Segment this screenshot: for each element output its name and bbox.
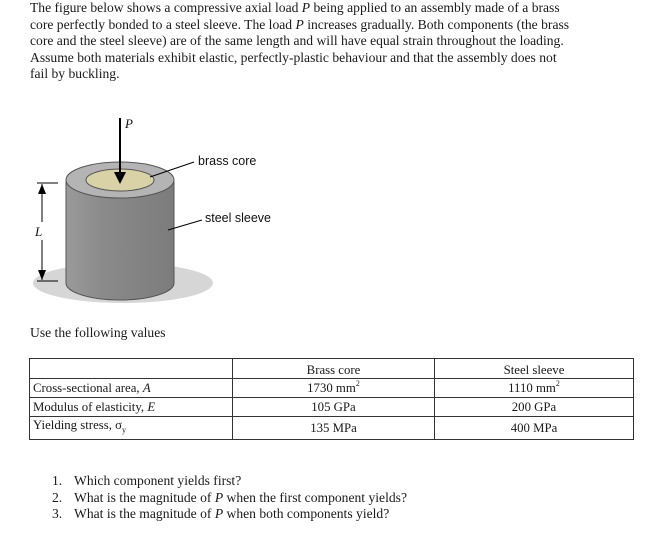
intro-line: Assume both materials exhibit elastic, perfectly-plastic behaviour and that the assembly does not bbox=[30, 49, 557, 65]
row-label: Cross-sectional area, A bbox=[30, 379, 233, 398]
row-label: Yielding stress, $\sigma_y$ bbox=[30, 417, 233, 440]
table-header-cell bbox=[30, 359, 233, 379]
table-row bbox=[30, 417, 634, 440]
material-values-table bbox=[29, 358, 634, 440]
use-values-heading: Use the following values bbox=[30, 325, 166, 340]
row-label: Modulus of elasticity, E bbox=[30, 398, 233, 417]
intro-line: core and the steel sleeve) are of the same length and will have equal strain throughout the loading. bbox=[30, 33, 564, 49]
brass-value: 1730 $mm^2$ bbox=[233, 379, 435, 398]
list-item: 1. Which component yields first? bbox=[52, 473, 242, 488]
steel-sleeve-label: steel sleeve bbox=[205, 211, 272, 225]
steel-value: 400 MPa bbox=[435, 417, 634, 440]
table-header-brass: Brass core bbox=[233, 359, 435, 379]
questions-list bbox=[52, 473, 407, 523]
length-dim-arrow-up bbox=[38, 184, 46, 194]
load-label: P bbox=[125, 116, 133, 131]
list-item: 2. What is the magnitude of P when the first component yields? bbox=[52, 489, 407, 505]
brass-value: 105 GPa bbox=[233, 398, 435, 417]
intro-line: fail by buckling. bbox=[30, 66, 120, 82]
brass-core-label: brass core bbox=[198, 154, 257, 168]
list-item: 3. What is the magnitude of P when both components yield? bbox=[52, 506, 390, 522]
intro-line: core perfectly bonded to a steel sleeve. The load P increases gradually. Both components (the brass bbox=[30, 16, 570, 32]
steel-value: 200 GPa bbox=[435, 398, 634, 417]
brass-value: 135 MPa bbox=[233, 417, 435, 440]
table-row bbox=[30, 379, 634, 398]
table-row bbox=[30, 398, 634, 417]
length-label: L bbox=[35, 224, 43, 239]
table-header-row bbox=[30, 359, 634, 379]
intro-line: The figure below shows a compressive axial load P being applied to an assembly made of a brass bbox=[30, 0, 560, 15]
steel-value: 1110 $mm^2$ bbox=[435, 379, 634, 398]
table-header-steel: Steel sleeve bbox=[435, 359, 634, 379]
